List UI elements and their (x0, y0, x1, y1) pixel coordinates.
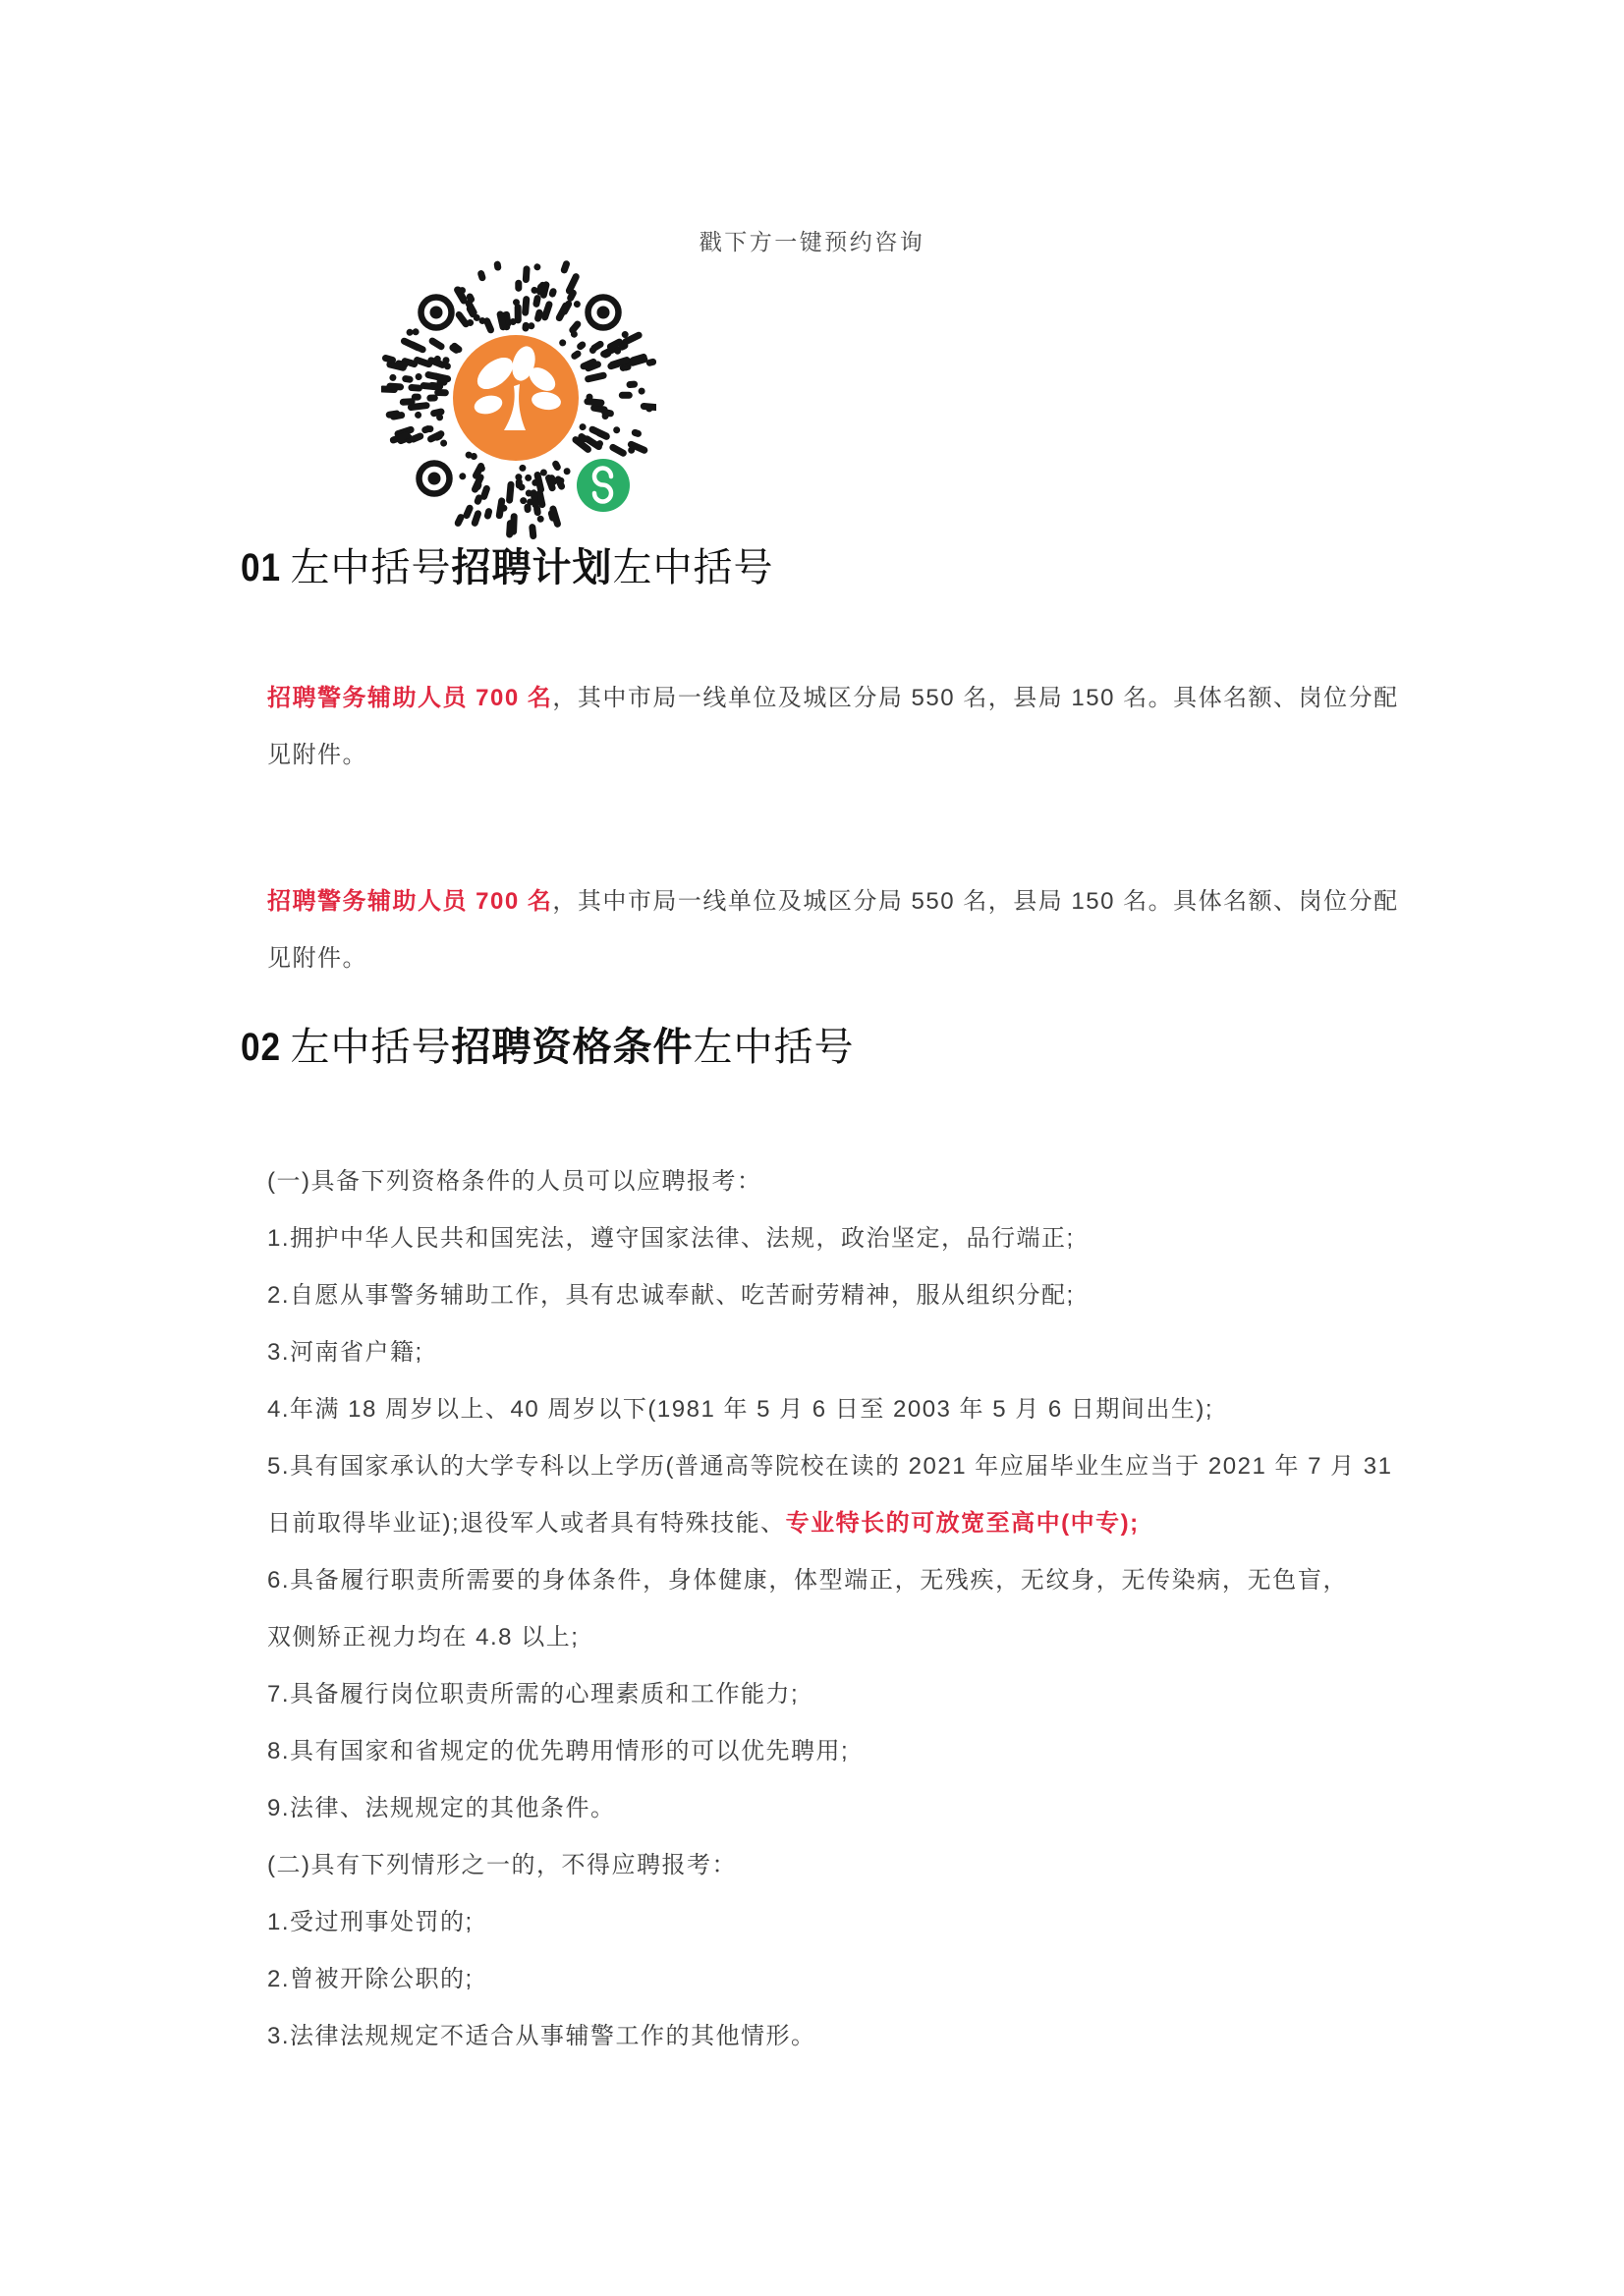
section-number: 01 (241, 546, 281, 589)
list-line (267, 1780, 1348, 1837)
list-line (267, 1723, 1348, 1780)
paragraph-line (267, 670, 1399, 727)
paragraph-line: 见附件。 (267, 945, 367, 972)
section-heading-text: 左中括号 (612, 546, 774, 589)
body-text: 6.具备履行职责所需要的身体条件，身体健康，体型端正，无残疾，无纹身，无传染病，无色盲， (267, 1567, 1348, 1594)
section-heading-strong: 招聘计划 (451, 546, 613, 589)
paragraph-line (267, 873, 1399, 930)
body-text: 8.具有国家和省规定的优先聘用情形的可以优先聘用; (267, 1738, 850, 1764)
body-text: 双侧矫正视力均在 4.8 以上; (267, 1624, 580, 1651)
list-line (267, 1837, 1348, 1894)
body-text: 1.拥护中华人民共和国宪法，遵守国家法律、法规，政治坚定，品行端正; (267, 1225, 1075, 1252)
body-text: 1.受过刑事处罚的; (267, 1909, 474, 1935)
section-heading-1 (241, 548, 774, 588)
body-text: 5.具有国家承认的大学专科以上学历(普通高等院校在读的 2021 年应届毕业生应当于 2021 年 7 月 31 (267, 1453, 1393, 1480)
list-line (267, 1381, 1348, 1438)
qr-code (381, 252, 656, 544)
list-line (267, 1894, 1348, 1951)
list-line (267, 1267, 1348, 1324)
body-text: 2.自愿从事警务辅助工作，具有忠诚奉献、吃苦耐劳精神，服从组织分配; (267, 1282, 1075, 1309)
paragraph-line: 见附件。 (267, 742, 367, 768)
paragraph-recruit-plan-2 (267, 873, 1399, 987)
tagline: 戳下方一键预约咨询 (699, 229, 925, 254)
body-text: 2.曾被开除公职的; (267, 1966, 474, 1992)
section-heading-text: 左中括号 (290, 1026, 452, 1069)
list-line (267, 1438, 1393, 1495)
section-heading-strong: 招聘资格条件 (451, 1026, 694, 1069)
body-text: ，其中市局一线单位及城区分局 550 名，县局 150 名。具体名额、岗位分配 (552, 888, 1399, 915)
section-heading-text: 左中括号 (693, 1026, 855, 1069)
highlight-text: 招聘警务辅助人员 700 名 (267, 888, 553, 915)
body-text: 4.年满 18 周岁以上、40 周岁以下(1981 年 5 月 6 日至 2003 年 5 月 6 日期间出生); (267, 1396, 1214, 1423)
list-line (267, 2008, 1348, 2065)
list-line (267, 1153, 1348, 1210)
body-text: (一)具备下列资格条件的人员可以应聘报考： (267, 1168, 762, 1195)
list-line (267, 1951, 1348, 2008)
section-heading-text: 左中括号 (290, 546, 452, 589)
section-heading-2 (241, 1028, 855, 1067)
body-text: 3.法律法规规定不适合从事辅警工作的其他情形。 (267, 2023, 816, 2049)
paragraph-recruit-plan-1 (267, 670, 1399, 784)
body-text: 7.具备履行岗位职责所需的心理素质和工作能力; (267, 1681, 800, 1708)
highlight-text: 专业特长的可放宽至高中(中专); (785, 1510, 1140, 1537)
list-line (267, 1495, 1348, 1552)
section-number: 02 (241, 1026, 281, 1069)
list-line (267, 1666, 1348, 1723)
body-text: ，其中市局一线单位及城区分局 550 名，县局 150 名。具体名额、岗位分配 (552, 685, 1399, 711)
list-line (267, 1324, 1348, 1381)
body-text: (二)具有下列情形之一的，不得应聘报考： (267, 1852, 737, 1878)
list-line (267, 1210, 1348, 1267)
highlight-text: 招聘警务辅助人员 700 名 (267, 685, 553, 711)
body-text: 3.河南省户籍; (267, 1339, 423, 1366)
list-line (267, 1552, 1348, 1609)
list-line (267, 1609, 1348, 1666)
body-text: 日前取得毕业证);退役军人或者具有特殊技能、 (267, 1510, 786, 1537)
qr-code-image (381, 252, 656, 544)
body-text: 9.法律、法规规定的其他条件。 (267, 1795, 616, 1821)
conditions-list (267, 1153, 1393, 2065)
